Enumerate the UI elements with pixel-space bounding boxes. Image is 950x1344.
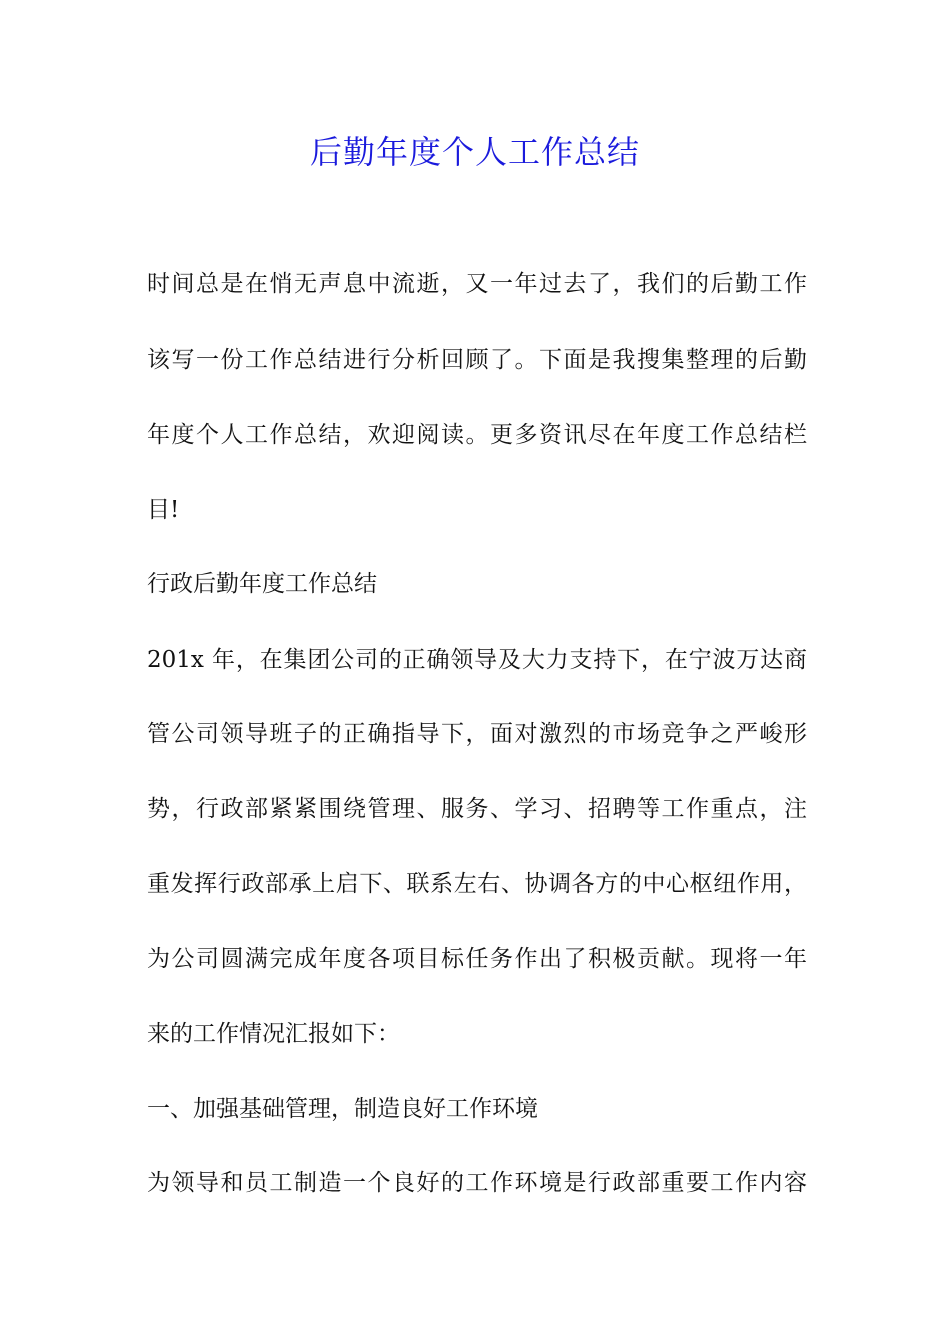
section-heading-basic-management: 一、加强基础管理，制造良好工作环境 [147,1096,538,1122]
paragraph-line-8: 势，行政部紧紧围绕管理、服务、学习、招聘等工作重点，注 [147,796,807,822]
paragraph-line-3: 年度个人工作总结，欢迎阅读。更多资讯尽在年度工作总结栏 [147,422,807,448]
paragraph-line-11: 来的工作情况汇报如下： [147,1021,400,1047]
paragraph-line-10: 为公司圆满完成年度各项目标任务作出了积极贡献。现将一年 [147,946,807,972]
paragraph-line-6: 201x 年，在集团公司的正确领导及大力支持下，在宁波万达商 [147,647,807,673]
section-heading-admin-logistics: 行政后勤年度工作总结 [147,571,377,597]
paragraph-line-7: 管公司领导班子的正确指导下，面对激烈的市场竞争之严峻形 [147,721,807,747]
document-title: 后勤年度个人工作总结 [309,133,640,171]
paragraph-line-13: 为领导和员工制造一个良好的工作环境是行政部重要工作内容 [147,1170,807,1196]
paragraph-line-1: 时间总是在悄无声息中流逝，又一年过去了，我们的后勤工作 [147,271,807,297]
paragraph-line-2: 该写一份工作总结进行分析回顾了。下面是我搜集整理的后勤 [147,347,807,373]
paragraph-line-9: 重发挥行政部承上启下、联系左右、协调各方的中心枢纽作用， [147,871,807,897]
paragraph-line-4: 目! [147,497,180,523]
